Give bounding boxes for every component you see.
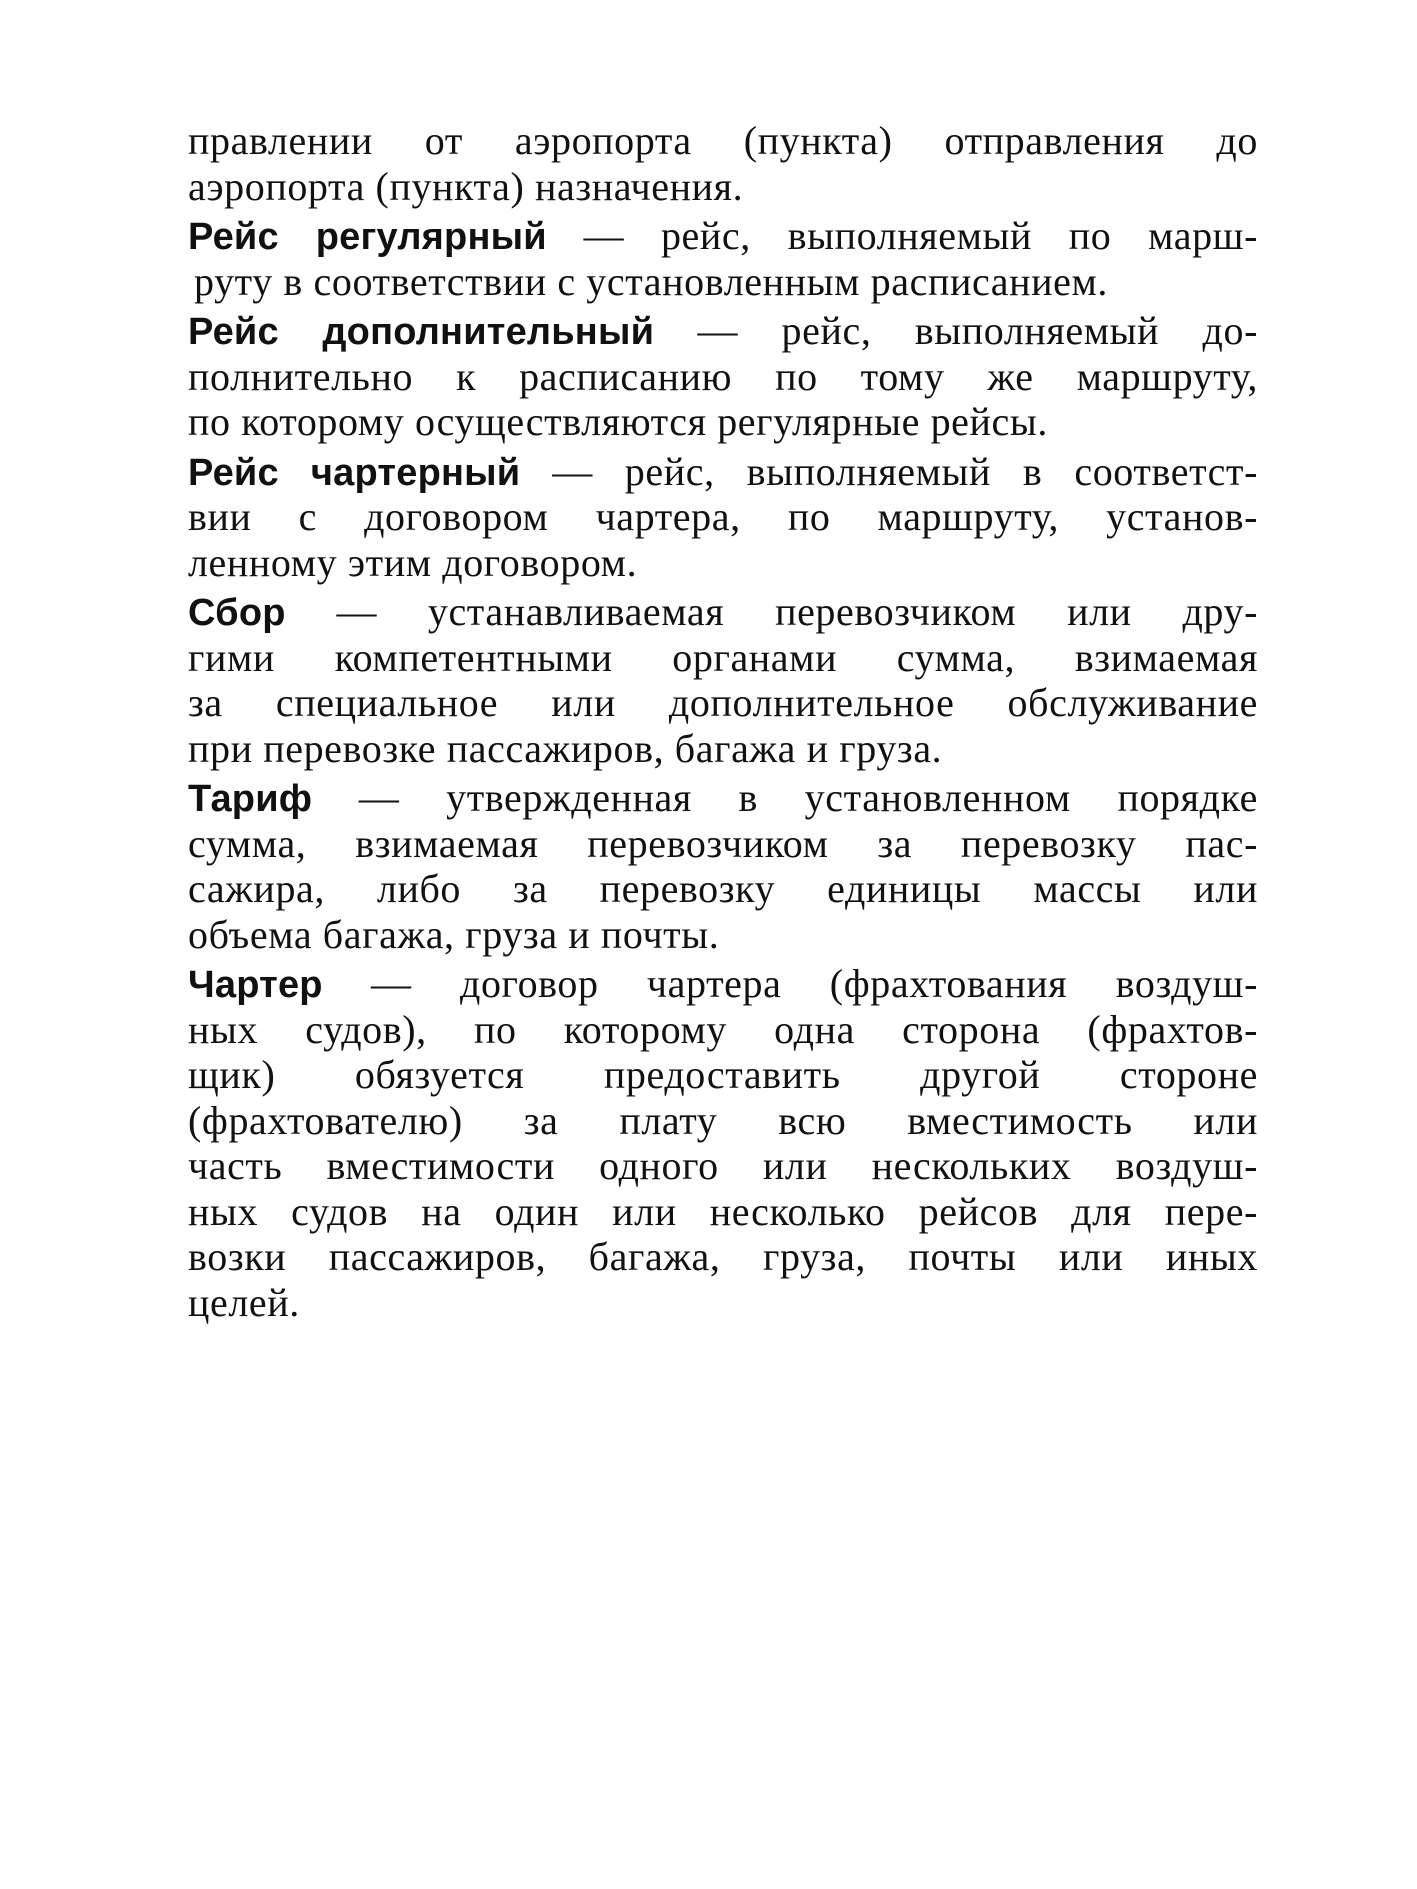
definition-text: — утвержденная в установленном порядке (312, 775, 1258, 820)
text-line: правлении от аэропорта (пункта) отправления до (188, 118, 1258, 163)
text-line: вии с договором чартера, по маршруту, установ- (188, 494, 1258, 539)
term-heading: Чартер (188, 964, 323, 1006)
text-line: за специальное или дополнительное обслуживание (188, 680, 1258, 725)
entry-sbor (188, 589, 1258, 771)
definition-text: — рейс, выполняемый по марш- (546, 213, 1258, 258)
entry-continuation (188, 118, 1258, 209)
text-line (188, 308, 1258, 354)
entry-charter (188, 961, 1258, 1325)
text-line: возки пассажиров, багажа, груза, почты или иных (188, 1234, 1258, 1279)
document-page (188, 118, 1258, 1329)
text-line (188, 961, 1258, 1007)
text-line (188, 213, 1258, 259)
text-line (188, 589, 1258, 635)
entry-reis-dopolnitelny (188, 308, 1258, 445)
text-line: аэропорта (пункта) назначения. (188, 163, 744, 209)
text-line: объема багажа, груза и почты. (188, 911, 720, 957)
text-line: полнительно к расписанию по тому же маршруту, (188, 353, 1258, 399)
text-line: щик) обязуется предоставить другой стороне (188, 1052, 1258, 1097)
text-line: ленному этим договором. (188, 539, 638, 585)
text-line: при перевозке пассажиров, багажа и груза. (188, 725, 943, 771)
text-line (188, 449, 1258, 495)
term-heading: Рейс регулярный (188, 216, 547, 258)
definition-text: — договор чартера (фрахтования воздуш- (322, 961, 1258, 1006)
text-line: по которому осуществляются регулярные рейсы. (188, 399, 1048, 444)
text-line (188, 775, 1258, 821)
text-line: ных судов), по которому одна сторона (фрахтов- (188, 1006, 1258, 1052)
term-heading: Сбор (188, 592, 286, 634)
term-heading: Рейс чартерный (188, 451, 521, 494)
text-line: ных судов на один или несколько рейсов для пере- (188, 1188, 1258, 1234)
definition-text: — рейс, выполняемый до- (654, 308, 1258, 353)
entry-reis-charterny (188, 449, 1258, 586)
text-line: руту в соответствии с установленным расписанием. (194, 258, 1109, 304)
entry-tarif (188, 775, 1258, 957)
text-line: сумма, взимаемая перевозчиком за перевозку пас- (188, 820, 1258, 866)
term-heading: Рейс дополнительный (188, 311, 655, 353)
text-line: часть вместимости одного или нескольких воздуш- (188, 1143, 1258, 1188)
definition-text: — устанавливаемая перевозчиком или дру- (285, 589, 1258, 634)
text-line: (фрахтователю) за плату всю вместимость или (188, 1097, 1258, 1143)
entry-reis-regulyarny (188, 213, 1258, 304)
text-line: сажира, либо за перевозку единицы массы или (188, 866, 1258, 911)
term-heading: Тариф (188, 778, 313, 820)
text-line: целей. (188, 1279, 300, 1325)
text-line: гими компетентными органами сумма, взимаемая (188, 634, 1258, 680)
definition-text: — рейс, выполняемый в соответст- (520, 448, 1258, 494)
